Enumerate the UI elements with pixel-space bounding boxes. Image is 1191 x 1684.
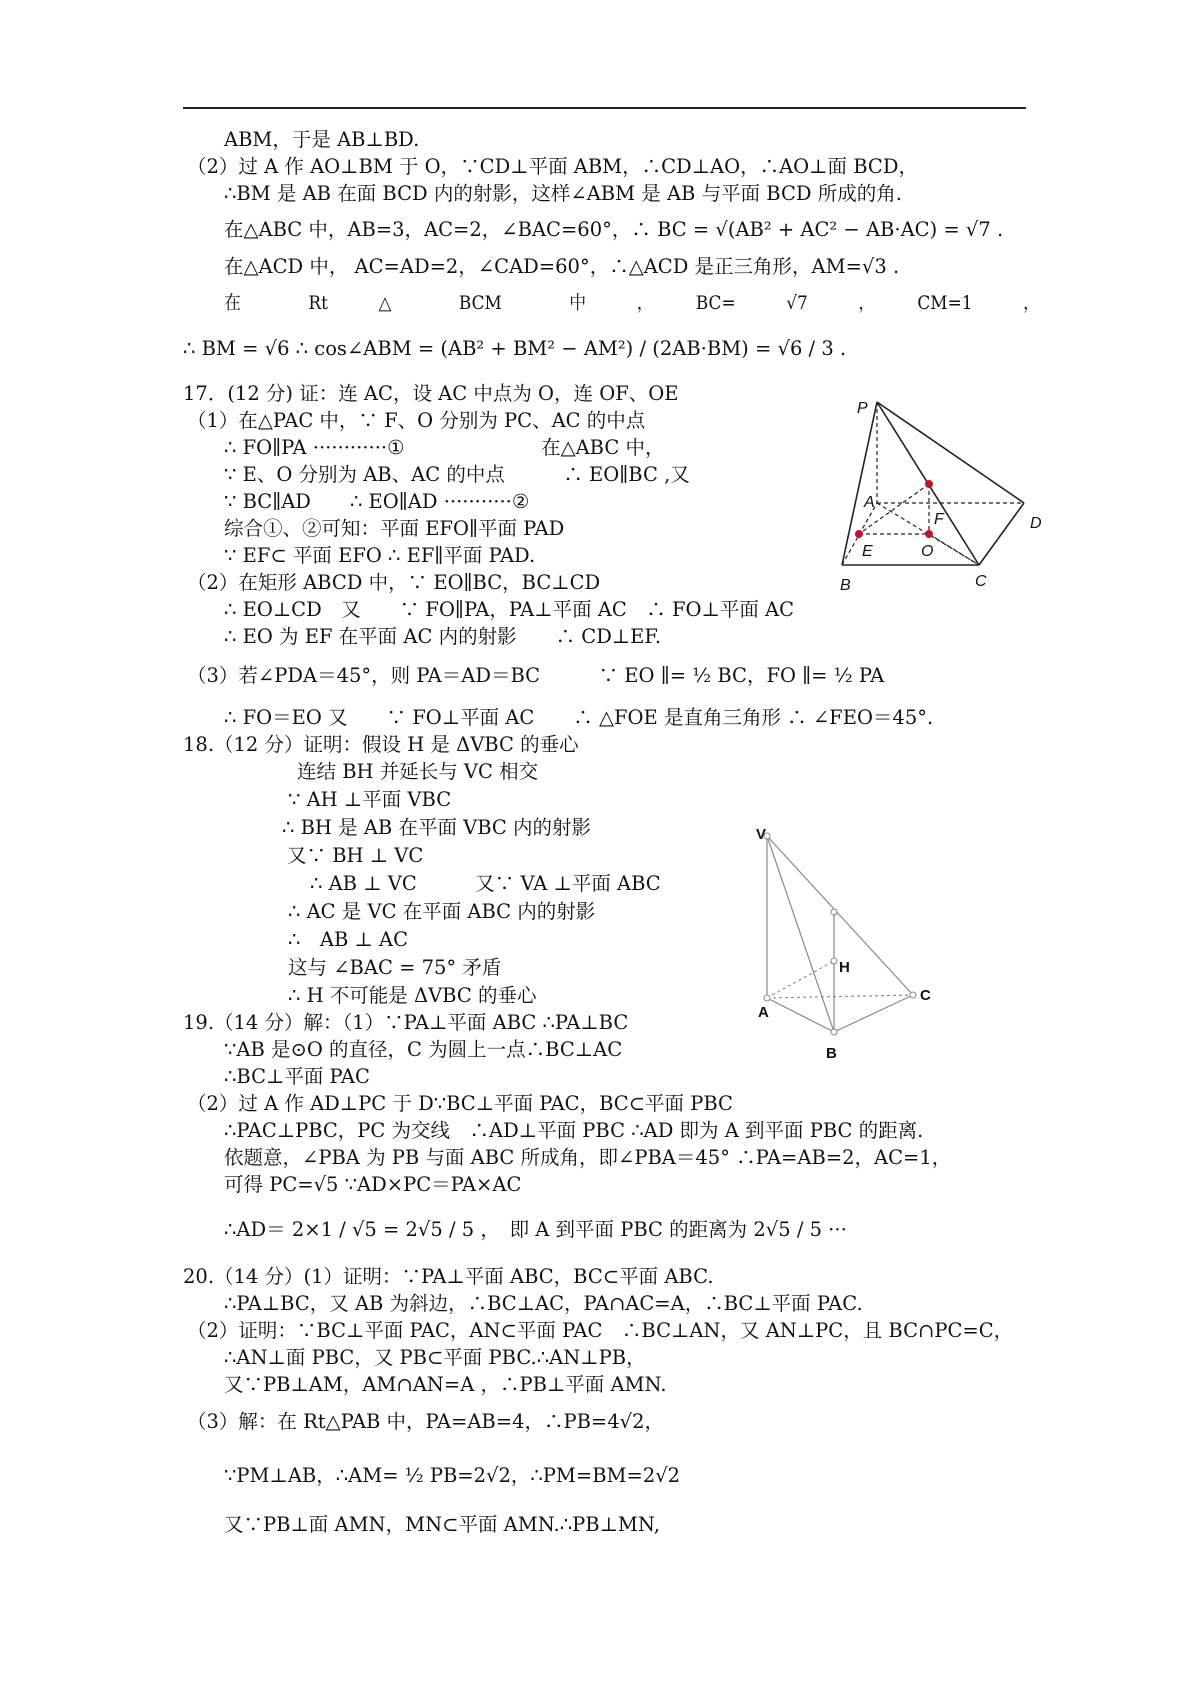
text-line: ∵ E、O 分别为 AB、AC 的中点 ∴ EO∥BC ,又 (224, 463, 690, 486)
text-line: （1）在△PAC 中，∵ F、O 分别为 PC、AC 的中点 (187, 409, 646, 432)
text-line: 17．(12 分) 证：连 AC，设 AC 中点为 O，连 OF、OE (183, 382, 679, 405)
text-line: ∴ EO 为 EF 在平面 AC 内的射影 ∴ CD⊥EF. (224, 625, 662, 648)
text-line: ABM，于是 AB⊥BD. (224, 128, 420, 151)
text-line: 依题意，∠PBA 为 PB 与面 ABC 所成角，即∠PBA＝45° ∴PA=AB=2，AC=1， (224, 1146, 952, 1169)
label-E: E (862, 543, 873, 560)
text-line: （2）证明：∵BC⊥平面 PAC，AN⊂平面 PAC ∴BC⊥AN，又 AN⊥PC，且 BC∩PC=C， (187, 1319, 1014, 1342)
label-F: F (934, 511, 944, 528)
text-line: ∴BC⊥平面 PAC (224, 1065, 370, 1088)
label-C: C (920, 987, 931, 1004)
label-V: V (756, 826, 767, 843)
label-P: P (857, 400, 868, 417)
label-A: A (758, 1004, 769, 1021)
tetrahedron-figure-18 (750, 822, 950, 1082)
label-D: D (1030, 515, 1042, 532)
text-line: ∴ AC 是 VC 在平面 ABC 内的射影 (288, 900, 596, 923)
text-line: ∵ AH ⊥平面 VBC (288, 788, 452, 811)
pyramid-figure-17 (830, 395, 1040, 600)
text-line: ∴BM 是 AB 在面 BCD 内的射影，这样∠ABM 是 AB 与平面 BCD 所成的角. (224, 182, 902, 205)
text-line: （3）解：在 Rt△PAB 中，PA=AB=4，∴PB=4√2， (187, 1410, 664, 1433)
text-line: ∴ BM = √6 ∴ cos∠ABM = (AB² + BM² − AM²) / (2AB·BM) = √6 / 3 . (183, 337, 847, 360)
label-A: A (864, 494, 875, 511)
text-line: （3）若∠PDA＝45°，则 PA＝AD＝BC ∵ EO ∥= ½ BC，FO ∥= ½ PA (187, 664, 885, 687)
text-line: 在△ABC 中，AB=3，AC=2，∠BAC=60°，∴ BC = √(AB² + AC² − AB·AC) = √7 . (224, 218, 1004, 241)
text-line: （2）过 A 作 AO⊥BM 于 O，∵CD⊥平面 ABM，∴CD⊥AO，∴AO⊥面 BCD， (187, 155, 918, 178)
text-line: ∴ AB ⊥ AC (288, 928, 409, 951)
label-B: B (826, 1045, 837, 1062)
text-line: 18.（12 分）证明：假设 H 是 ΔVBC 的垂心 (183, 733, 579, 756)
text-line: ∵ BC∥AD ∴ EO∥AD ···········② (224, 490, 530, 513)
text-line: ∴ BH 是 AB 在平面 VBC 内的射影 (282, 816, 592, 839)
text-line: 综合①、②可知：平面 EFO∥平面 PAD (224, 517, 565, 540)
text-line: 可得 PC=√5 ∵AD×PC＝PA×AC (224, 1173, 522, 1196)
text-line: 连结 BH 并延长与 VC 相交 (297, 760, 539, 783)
text-line: ∵PM⊥AB，∴AM= ½ PB=2√2，∴PM=BM=2√2 (224, 1464, 681, 1487)
text-line: ∴AD＝ 2×1 / √5 = 2√5 / 5 ， 即 A 到平面 PBC 的距离为 2√5 / 5 ··· (224, 1218, 847, 1241)
text-line: ∴AN⊥面 PBC，又 PB⊂平面 PBC.∴AN⊥PB， (224, 1346, 646, 1369)
label-O: O (921, 543, 934, 560)
text-line: ∵AB 是⊙O 的直径，C 为圆上一点∴BC⊥AC (224, 1038, 623, 1061)
label-H: H (839, 959, 850, 976)
label-B: B (840, 577, 851, 594)
text-line: 又∵PB⊥面 AMN，MN⊂平面 AMN.∴PB⊥MN, (224, 1513, 660, 1536)
text-line: 20.（14 分）(1）证明：∵PA⊥平面 ABC，BC⊂平面 ABC. (183, 1265, 714, 1288)
text-line: ∴ FO＝EO 又 ∵ FO⊥平面 AC ∴ △FOE 是直角三角形 ∴ ∠FEO＝45°. (224, 706, 934, 729)
text-line: （2）在矩形 ABCD 中，∵ EO∥BC，BC⊥CD (187, 571, 601, 594)
text-line: 19.（14 分）解：（1）∵PA⊥平面 ABC ∴PA⊥BC (183, 1011, 629, 1034)
text-line: ∴ H 不可能是 ΔVBC 的垂心 (288, 984, 537, 1007)
text-line: ∵ EF⊂ 平面 EFO ∴ EF∥平面 PAD. (224, 544, 536, 567)
text-line: ∴ EO⊥CD 又 ∵ FO∥PA，PA⊥平面 AC ∴ FO⊥平面 AC (224, 598, 795, 621)
top-rule (183, 107, 1026, 109)
label-C: C (975, 573, 987, 590)
text-line: ∴ AB ⊥ VC 又∵ VA ⊥平面 ABC (310, 872, 661, 895)
text-line: 这与 ∠BAC = 75° 矛盾 (288, 956, 502, 979)
text-line: 又∵PB⊥AM，AM∩AN=A ，∴PB⊥平面 AMN. (224, 1373, 667, 1396)
text-line: ∴ FO∥PA ············① 在△ABC 中， (224, 436, 665, 459)
text-line: 又∵ BH ⊥ VC (287, 844, 424, 867)
text-line: ∴PAC⊥PBC，PC 为交线 ∴AD⊥平面 PBC ∴AD 即为 A 到平面 PBC 的距离. (224, 1119, 924, 1142)
text-line: （2）过 A 作 AD⊥PC 于 D∵BC⊥平面 PAC，BC⊂平面 PBC (187, 1092, 733, 1115)
text-line: 在△ACD 中， AC=AD=2，∠CAD=60°，∴△ACD 是正三角形，AM=√3 . (224, 255, 900, 278)
text-line: 在 Rt △ BCM 中 ， BC= √7 ， CM=1 ， (224, 293, 1040, 314)
text-line: ∴PA⊥BC，又 AB 为斜边，∴BC⊥AC，PA∩AC=A，∴BC⊥平面 PAC. (224, 1292, 863, 1315)
